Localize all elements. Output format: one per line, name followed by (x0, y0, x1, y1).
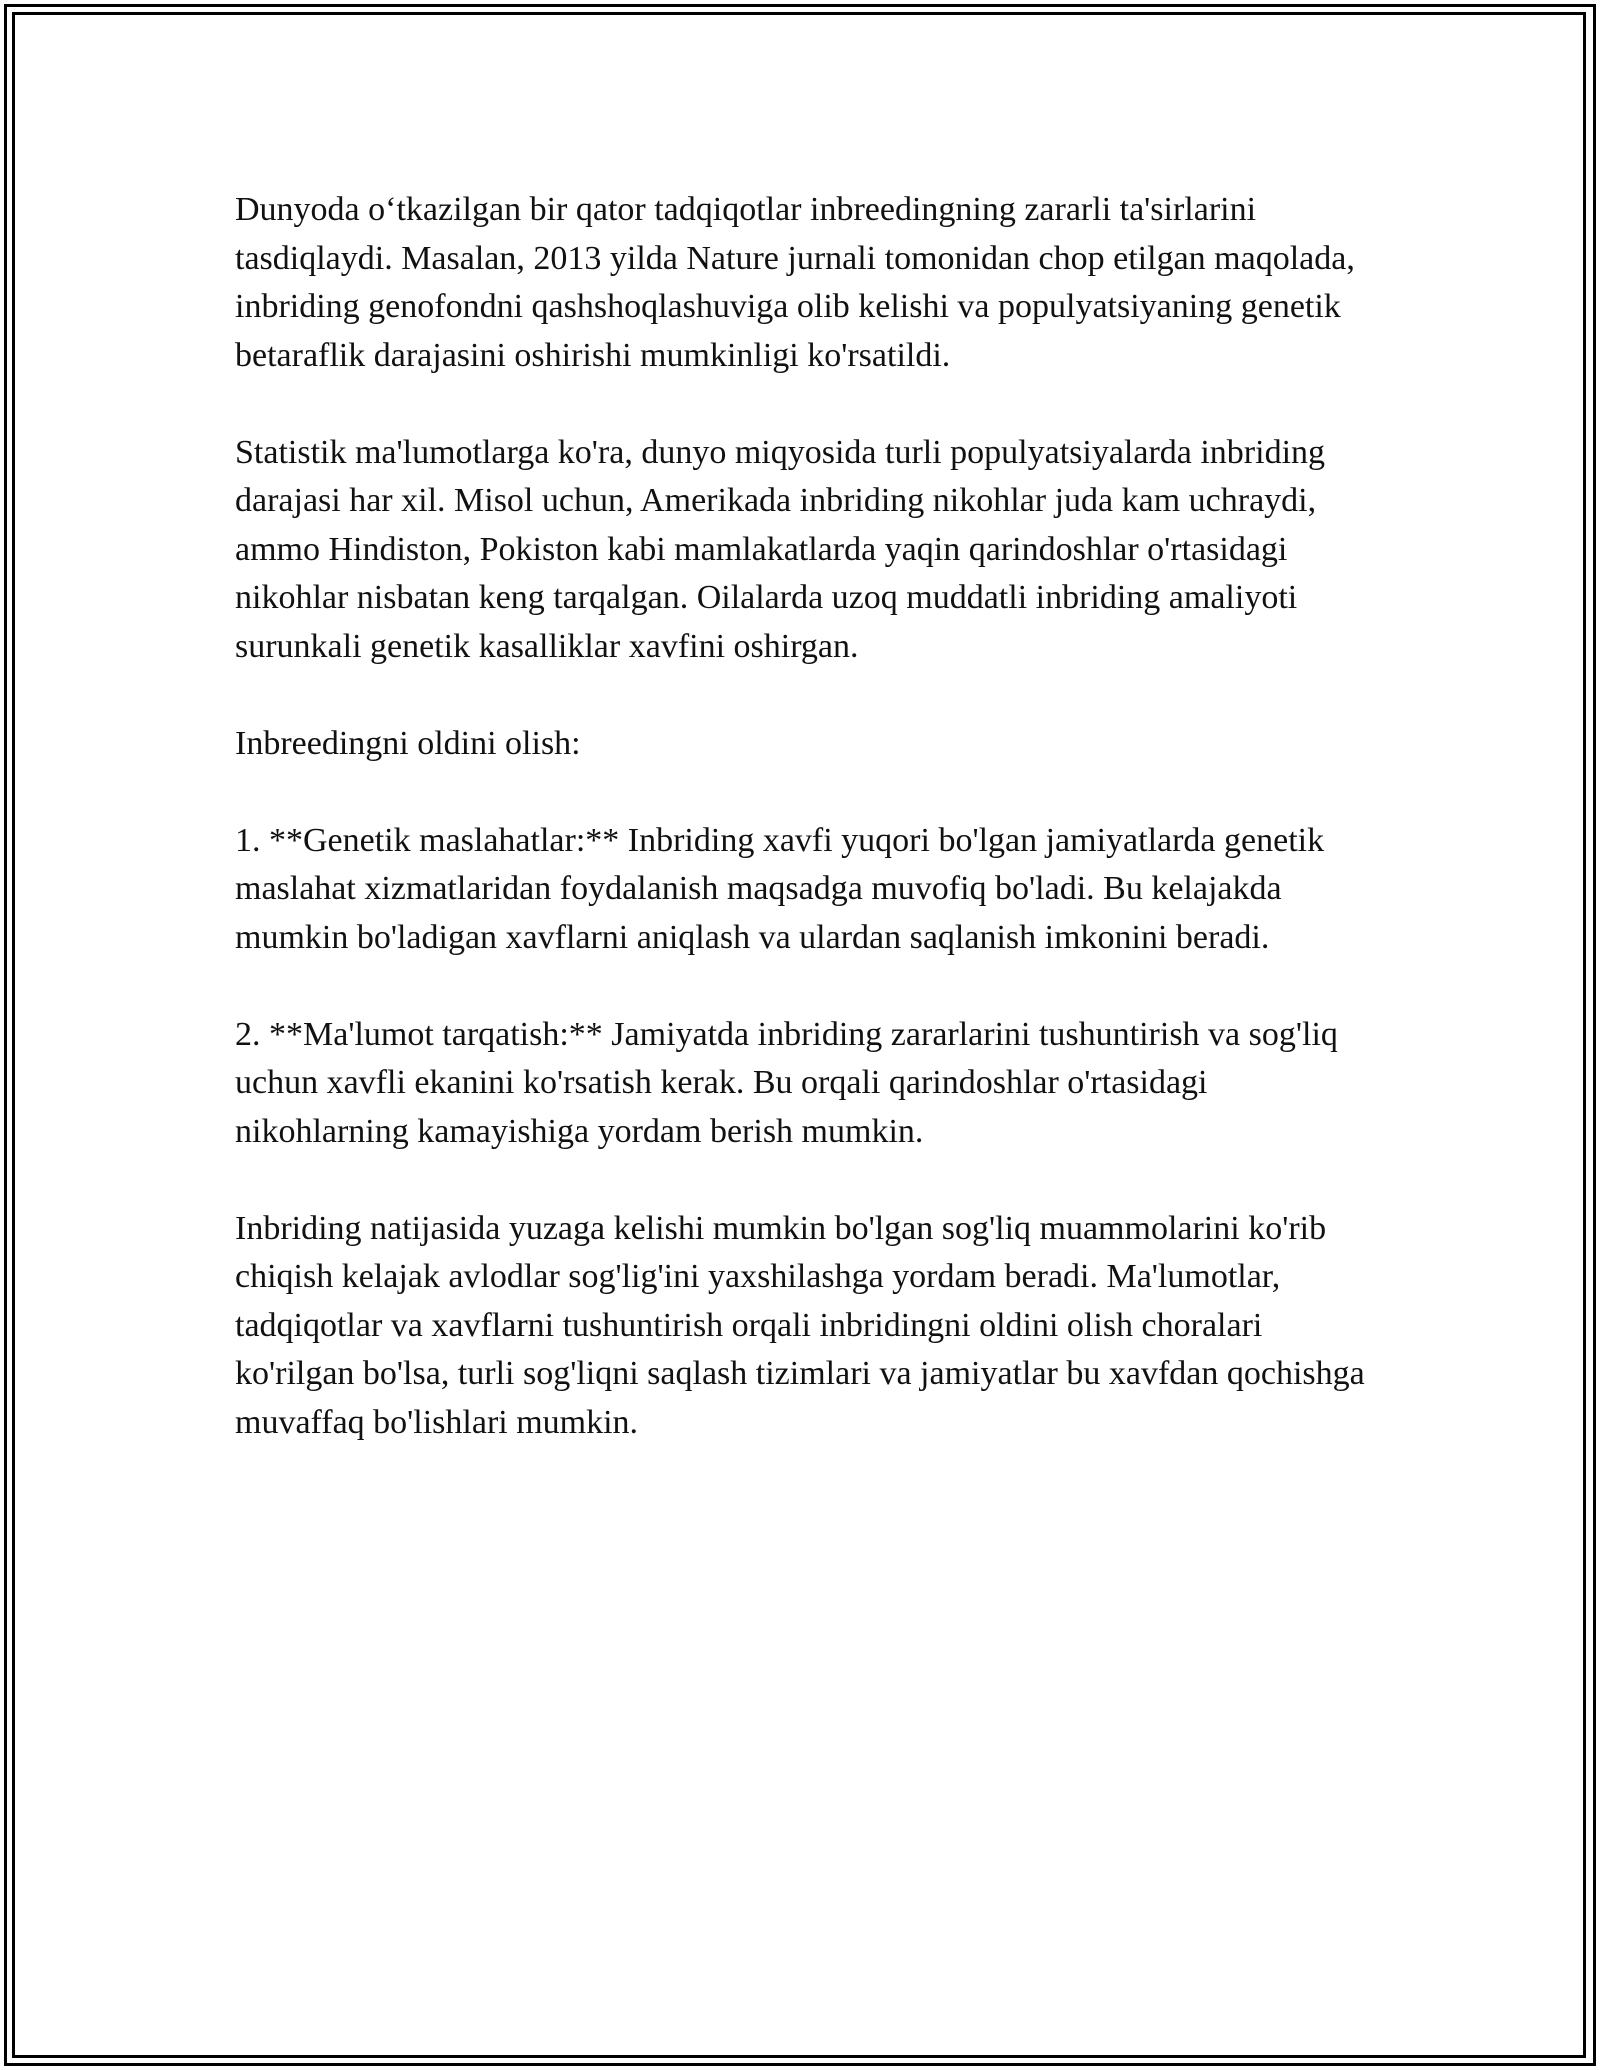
paragraph-conclusion: Inbriding natijasida yuzaga kelishi mumkin bo'lgan sog'liq muammolarini ko'rib chiqish kelajak avlodlar sog'lig'ini yaxshilashga yordam beradi. Ma'lumotlar, tadqiqotlar va xavflarni tushuntirish orqali inbridingni oldini olish choralari ko'rilgan bo'lsa, turli sog'liqni saqlash tizimlari va jamiyatlar bu xavfdan qochishga muvaffaq bo'lishlari mumkin. (235, 1209, 1365, 1441)
list-item-genetic-counseling: 1. **Genetik maslahatlar:** Inbriding xavfi yuqori bo'lgan jamiyatlarda genetik maslahat xizmatlaridan foydalanish maqsadga muvofiq bo'ladi. Bu kelajakda mumkin bo'ladigan xavflarni aniqlash va ulardan saqlanish imkonini beradi. (235, 821, 1325, 956)
list-item-information-spread: 2. **Ma'lumot tarqatish:** Jamiyatda inbriding zararlarini tushuntirish va sog'liq uchun xavfli ekanini ko'rsatish kerak. Bu orqali qarindoshlar o'rtasidagi nikohlarning kamayishiga yordam berish mumkin. (235, 1015, 1338, 1150)
section-heading-prevention: Inbreedingni oldini olish: (235, 724, 581, 762)
paragraph-research: Dunyoda o‘tkazilgan bir qator tadqiqotlar inbreedingning zararli ta'sirlarini tasdiqlaydi. Masalan, 2013 yilda Nature jurnali tomonidan chop etilgan maqolada, inbriding genofondni qashshoqlashuviga olib kelishi va populyatsiyaning genetik betaraflik darajasini oshirishi mumkinligi ko'rsatildi. (235, 191, 1355, 374)
paragraph-statistics: Statistik ma'lumotlarga ko'ra, dunyo miqyosida turli populyatsiyalarda inbriding darajasi har xil. Misol uchun, Amerikada inbriding nikohlar juda kam uchraydi, ammo Hindiston, Pokiston kabi mamlakatlarda yaqin qarindoshlar o'rtasidagi nikohlar nisbatan keng tarqalgan. Oilalarda uzoq muddatli inbriding amaliyoti surunkali genetik kasalliklar xavfini oshirgan. (235, 433, 1326, 665)
document-body (235, 186, 1365, 1496)
